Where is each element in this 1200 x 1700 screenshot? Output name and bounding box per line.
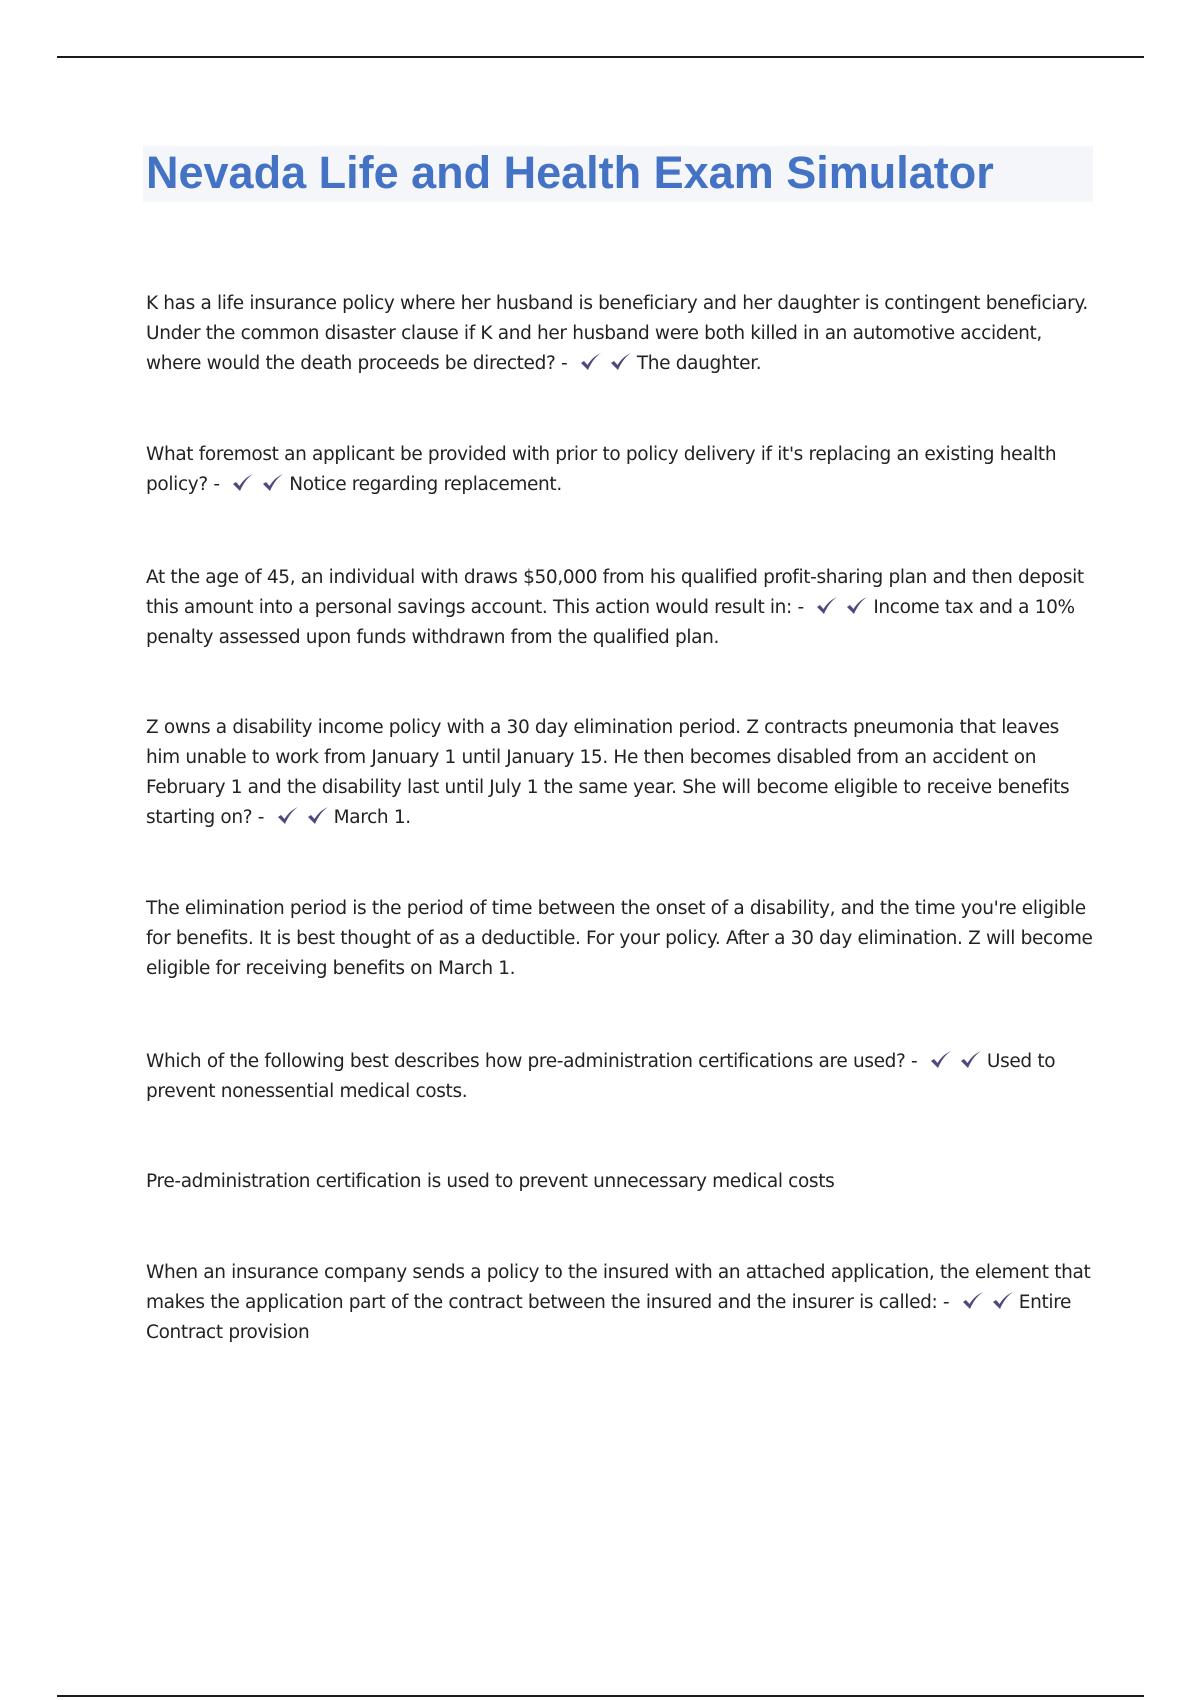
check-mark-icon (815, 595, 839, 617)
answer-text: Entire Contract provision (146, 1292, 1072, 1343)
explanation-note: Pre-administration certification is used to prevent unnecessary medical costs (146, 1171, 835, 1192)
check-mark-icon (231, 472, 255, 494)
document-title: Nevada Life and Health Exam Simulator (146, 147, 994, 198)
check-mark-icon (306, 805, 330, 827)
question-text: Which of the following best describes how pre-administration certifications are used? (146, 1051, 906, 1072)
question-separator: - (207, 474, 226, 495)
question-item (146, 1047, 1096, 1107)
check-mark-icon (959, 1049, 983, 1071)
check-mark-icon (845, 595, 869, 617)
answer-text: The daughter. (636, 353, 762, 374)
check-mark-icon (961, 1290, 985, 1312)
check-mark-icon (261, 472, 285, 494)
answer-text: March 1. (333, 807, 411, 828)
question-item (146, 713, 1096, 833)
explanation-note: The elimination period is the period of time between the onset of a disability, and the time you're eligible for benefits. It is best thought of as a deductible. For your policy. After a 30 day elimination. Z will become eligible for receiving benefits on March 1. (146, 898, 1093, 979)
check-mark-icon (991, 1290, 1015, 1312)
answer-checkmarks (579, 349, 633, 379)
check-mark-icon (929, 1049, 953, 1071)
answer-checkmarks (929, 1047, 983, 1077)
question-separator: - (937, 1292, 955, 1313)
question-separator: - (555, 353, 573, 374)
check-mark-icon (276, 805, 300, 827)
answer-text: Income tax and a 10% penalty assessed upon funds withdrawn from the qualified plan. (146, 597, 1075, 648)
question-text: Z owns a disability income policy with a 30 day elimination period. Z contracts pneumonia that leaves him unable to work from January 1 until January 15. He then becomes disabled from an accident on February 1 and the disability last until July 1 the same year. She will become eligible to receive benefits starting on? (146, 717, 1070, 828)
question-text: K has a life insurance policy where her husband is beneficiary and her daughter is contingent beneficiary. Under the common disaster clause if K and her husband were both killed in an automotive accident, where would the death proceeds be directed? (146, 293, 1088, 374)
question-text: When an insurance company sends a policy to the insured with an attached application, the element that makes the application part of the contract between the insured and the insurer is called: (146, 1262, 1091, 1313)
question-separator: - (252, 807, 270, 828)
question-item (146, 1258, 1096, 1348)
question-text: What foremost an applicant be provided with prior to policy delivery if it's replacing an existing health policy? (146, 444, 1057, 495)
question-separator: - (905, 1051, 923, 1072)
question-item (146, 440, 1096, 500)
question-separator: - (791, 597, 810, 618)
bottom-rule (57, 1695, 1144, 1697)
question-item (146, 563, 1096, 653)
check-mark-icon (579, 351, 603, 373)
top-rule (57, 56, 1144, 58)
question-item (146, 289, 1096, 379)
answer-checkmarks (961, 1288, 1015, 1318)
answer-checkmarks (231, 470, 285, 500)
check-mark-icon (609, 351, 633, 373)
answer-checkmarks (815, 593, 869, 623)
question-text: At the age of 45, an individual with draws $50,000 from his qualified profit-sharing plan and then deposit this amount into a personal savings account. This action would result in: (146, 567, 1084, 618)
answer-text: Notice regarding replacement. (289, 474, 562, 495)
answer-text: Used to prevent nonessential medical costs. (146, 1051, 1056, 1102)
answer-checkmarks (276, 803, 330, 833)
